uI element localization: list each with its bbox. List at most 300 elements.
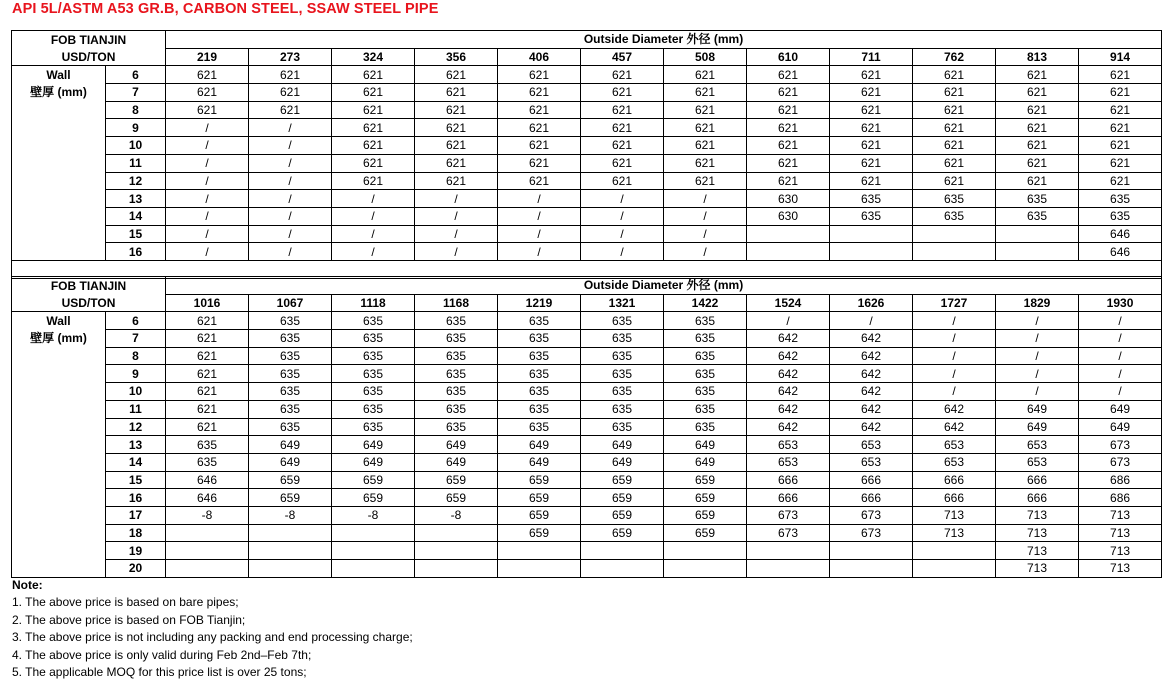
- price-cell: /: [415, 190, 498, 208]
- wall-label-cell: Wall: [12, 66, 106, 84]
- price-cell: 635: [830, 190, 913, 208]
- price-cell: /: [498, 243, 581, 261]
- price-cell: 642: [830, 418, 913, 436]
- price-cell: 635: [1079, 190, 1162, 208]
- price-cell: /: [913, 312, 996, 330]
- price-cell: 666: [747, 471, 830, 489]
- price-cell: /: [249, 119, 332, 137]
- wall-label-cell: 壁厚 (mm): [12, 84, 106, 102]
- price-cell: 635: [1079, 207, 1162, 225]
- price-cell: 621: [581, 119, 664, 137]
- price-cell: /: [996, 365, 1079, 383]
- price-cell: [332, 560, 415, 578]
- wall-thickness: 9: [106, 119, 166, 137]
- diameter-header: 356: [415, 48, 498, 66]
- price-cell: 649: [249, 453, 332, 471]
- price-cell: 659: [581, 471, 664, 489]
- price-cell: /: [498, 190, 581, 208]
- price-cell: 649: [664, 453, 747, 471]
- price-cell: /: [581, 243, 664, 261]
- table-row: [12, 84, 1162, 102]
- price-cell: 621: [498, 172, 581, 190]
- price-cell: 713: [1079, 542, 1162, 560]
- price-cell: [747, 560, 830, 578]
- price-cell: 646: [1079, 225, 1162, 243]
- price-cell: /: [166, 137, 249, 155]
- price-cell: 659: [664, 524, 747, 542]
- wall-label-cell: [12, 154, 106, 172]
- price-table-1: [11, 30, 1162, 279]
- fob-label: FOB TIANJIN: [12, 277, 166, 295]
- wall-label-cell: [12, 190, 106, 208]
- price-cell: /: [664, 243, 747, 261]
- price-cell: /: [996, 347, 1079, 365]
- price-cell: /: [166, 172, 249, 190]
- price-cell: 635: [332, 312, 415, 330]
- price-cell: 621: [830, 66, 913, 84]
- price-cell: 635: [664, 312, 747, 330]
- price-cell: 649: [332, 436, 415, 454]
- price-cell: /: [1079, 330, 1162, 348]
- table-row: [12, 154, 1162, 172]
- price-cell: 646: [166, 471, 249, 489]
- price-cell: 621: [1079, 154, 1162, 172]
- price-cell: 635: [581, 383, 664, 401]
- table-row: [12, 207, 1162, 225]
- price-cell: 653: [747, 453, 830, 471]
- price-cell: 621: [664, 101, 747, 119]
- table-row: [12, 436, 1162, 454]
- wall-label-cell: Wall: [12, 312, 106, 330]
- price-cell: 621: [1079, 172, 1162, 190]
- wall-thickness: 10: [106, 137, 166, 155]
- price-cell: [913, 243, 996, 261]
- price-cell: 642: [913, 418, 996, 436]
- table-row: [12, 524, 1162, 542]
- price-cell: 649: [996, 418, 1079, 436]
- price-cell: 659: [415, 489, 498, 507]
- price-cell: 713: [1079, 560, 1162, 578]
- notes-title: Note:: [12, 578, 43, 592]
- price-cell: 621: [415, 66, 498, 84]
- price-cell: [913, 542, 996, 560]
- price-cell: 635: [581, 312, 664, 330]
- price-cell: 621: [996, 172, 1079, 190]
- price-cell: 642: [747, 383, 830, 401]
- price-cell: [664, 560, 747, 578]
- price-cell: 635: [415, 418, 498, 436]
- price-cell: 649: [581, 436, 664, 454]
- price-cell: 659: [498, 524, 581, 542]
- price-cell: 653: [996, 453, 1079, 471]
- price-cell: /: [332, 207, 415, 225]
- price-cell: 635: [664, 347, 747, 365]
- price-cell: 659: [249, 471, 332, 489]
- price-cell: 649: [415, 453, 498, 471]
- price-cell: 621: [996, 119, 1079, 137]
- price-cell: 649: [332, 453, 415, 471]
- price-cell: 635: [664, 400, 747, 418]
- price-cell: 621: [498, 119, 581, 137]
- price-cell: 621: [1079, 84, 1162, 102]
- price-cell: 635: [415, 383, 498, 401]
- diameter-row: [12, 294, 1162, 312]
- price-cell: /: [747, 312, 830, 330]
- price-cell: 635: [498, 418, 581, 436]
- price-cell: 649: [581, 453, 664, 471]
- price-cell: /: [415, 243, 498, 261]
- price-cell: 635: [498, 365, 581, 383]
- price-cell: 666: [913, 471, 996, 489]
- price-cell: 621: [747, 172, 830, 190]
- wall-label-cell: [12, 560, 106, 578]
- outside-diameter-header: Outside Diameter 外径 (mm): [166, 31, 1162, 49]
- price-cell: 653: [913, 453, 996, 471]
- price-cell: /: [1079, 347, 1162, 365]
- price-cell: 621: [913, 119, 996, 137]
- price-cell: 649: [249, 436, 332, 454]
- table-row: [12, 225, 1162, 243]
- wall-label-cell: [12, 365, 106, 383]
- price-cell: 621: [996, 66, 1079, 84]
- price-cell: /: [996, 383, 1079, 401]
- price-cell: [830, 560, 913, 578]
- price-cell: /: [166, 154, 249, 172]
- price-cell: 635: [664, 330, 747, 348]
- diameter-header: 1067: [249, 294, 332, 312]
- diameter-header: 1321: [581, 294, 664, 312]
- price-cell: /: [830, 312, 913, 330]
- price-cell: 642: [747, 418, 830, 436]
- price-cell: 642: [747, 330, 830, 348]
- diameter-header: 324: [332, 48, 415, 66]
- diameter-header: 1118: [332, 294, 415, 312]
- price-cell: [415, 542, 498, 560]
- price-cell: 635: [332, 400, 415, 418]
- price-cell: /: [166, 190, 249, 208]
- price-cell: /: [664, 207, 747, 225]
- price-cell: /: [415, 207, 498, 225]
- price-cell: 621: [332, 101, 415, 119]
- price-cell: [166, 560, 249, 578]
- price-cell: /: [332, 225, 415, 243]
- price-cell: 666: [830, 471, 913, 489]
- price-cell: 621: [830, 101, 913, 119]
- wall-label-cell: [12, 137, 106, 155]
- price-cell: [747, 542, 830, 560]
- price-cell: /: [581, 190, 664, 208]
- price-cell: 635: [913, 207, 996, 225]
- price-cell: 666: [830, 489, 913, 507]
- price-cell: 635: [166, 436, 249, 454]
- price-cell: 659: [581, 489, 664, 507]
- price-cell: 621: [498, 84, 581, 102]
- price-cell: -8: [332, 506, 415, 524]
- wall-thickness: 19: [106, 542, 166, 560]
- price-cell: /: [498, 207, 581, 225]
- price-cell: /: [249, 190, 332, 208]
- price-cell: 621: [332, 66, 415, 84]
- price-cell: 621: [415, 101, 498, 119]
- price-cell: 635: [581, 365, 664, 383]
- price-cell: 635: [581, 347, 664, 365]
- price-cell: 621: [664, 137, 747, 155]
- table-row: [12, 400, 1162, 418]
- price-cell: 653: [747, 436, 830, 454]
- price-cell: 621: [1079, 101, 1162, 119]
- price-cell: 635: [664, 418, 747, 436]
- document-title: API 5L/ASTM A53 GR.B, CARBON STEEL, SSAW STEEL PIPE: [12, 1, 439, 17]
- price-cell: 642: [830, 365, 913, 383]
- diameter-header: 1219: [498, 294, 581, 312]
- table-row: [12, 453, 1162, 471]
- price-cell: 621: [332, 154, 415, 172]
- price-cell: 635: [249, 400, 332, 418]
- price-cell: 713: [1079, 524, 1162, 542]
- price-cell: 621: [581, 84, 664, 102]
- price-cell: 621: [830, 172, 913, 190]
- price-cell: [166, 524, 249, 542]
- wall-thickness: 10: [106, 383, 166, 401]
- price-cell: 635: [332, 330, 415, 348]
- diameter-header: 508: [664, 48, 747, 66]
- price-cell: 621: [830, 84, 913, 102]
- price-cell: 621: [1079, 119, 1162, 137]
- usd-ton-label: USD/TON: [12, 48, 166, 66]
- price-cell: 635: [415, 400, 498, 418]
- price-cell: 642: [830, 383, 913, 401]
- price-cell: 621: [747, 119, 830, 137]
- price-cell: 621: [415, 154, 498, 172]
- price-cell: [664, 542, 747, 560]
- price-cell: [249, 560, 332, 578]
- wall-thickness: 9: [106, 365, 166, 383]
- wall-label-cell: 壁厚 (mm): [12, 330, 106, 348]
- price-cell: 621: [581, 172, 664, 190]
- price-cell: 642: [830, 330, 913, 348]
- price-cell: 635: [996, 207, 1079, 225]
- diameter-header: 1422: [664, 294, 747, 312]
- price-cell: 621: [332, 172, 415, 190]
- price-cell: /: [581, 207, 664, 225]
- wall-thickness: 15: [106, 225, 166, 243]
- price-cell: [249, 524, 332, 542]
- table-row: [12, 383, 1162, 401]
- price-cell: [913, 225, 996, 243]
- diameter-header: 711: [830, 48, 913, 66]
- wall-thickness: 12: [106, 418, 166, 436]
- price-cell: /: [166, 225, 249, 243]
- price-cell: /: [166, 243, 249, 261]
- table-row: [12, 119, 1162, 137]
- price-cell: /: [332, 243, 415, 261]
- price-cell: 635: [664, 383, 747, 401]
- price-cell: 713: [996, 542, 1079, 560]
- price-cell: 635: [249, 312, 332, 330]
- price-cell: 635: [415, 365, 498, 383]
- price-cell: -8: [166, 506, 249, 524]
- price-cell: 659: [249, 489, 332, 507]
- table-row: [12, 312, 1162, 330]
- wall-thickness: 7: [106, 330, 166, 348]
- price-cell: [332, 524, 415, 542]
- wall-label-cell: [12, 524, 106, 542]
- price-cell: 686: [1079, 489, 1162, 507]
- price-cell: 621: [830, 137, 913, 155]
- note-item: 2. The above price is based on FOB Tianjin;: [12, 612, 246, 627]
- price-cell: 659: [581, 524, 664, 542]
- price-cell: 635: [332, 418, 415, 436]
- price-cell: 621: [581, 154, 664, 172]
- price-cell: 621: [166, 84, 249, 102]
- price-cell: 621: [996, 101, 1079, 119]
- price-cell: 635: [249, 383, 332, 401]
- price-cell: 635: [415, 312, 498, 330]
- price-cell: 621: [913, 172, 996, 190]
- price-cell: 713: [996, 506, 1079, 524]
- price-cell: /: [913, 347, 996, 365]
- price-cell: /: [1079, 383, 1162, 401]
- price-cell: [498, 542, 581, 560]
- price-cell: /: [249, 243, 332, 261]
- price-cell: /: [249, 207, 332, 225]
- price-cell: 649: [664, 436, 747, 454]
- price-cell: 621: [581, 137, 664, 155]
- price-cell: 659: [581, 506, 664, 524]
- price-cell: /: [664, 225, 747, 243]
- price-cell: 649: [415, 436, 498, 454]
- price-cell: 635: [581, 418, 664, 436]
- diameter-header: 457: [581, 48, 664, 66]
- table-row: [12, 66, 1162, 84]
- price-cell: 646: [166, 489, 249, 507]
- diameter-header: 1829: [996, 294, 1079, 312]
- price-cell: 635: [249, 347, 332, 365]
- price-cell: 621: [249, 66, 332, 84]
- wall-thickness: 18: [106, 524, 166, 542]
- wall-label-cell: [12, 400, 106, 418]
- price-cell: 673: [747, 506, 830, 524]
- price-cell: 673: [830, 524, 913, 542]
- header-row: [12, 31, 1162, 49]
- price-cell: [415, 560, 498, 578]
- price-cell: 621: [415, 137, 498, 155]
- price-cell: 621: [249, 84, 332, 102]
- price-cell: /: [664, 190, 747, 208]
- price-cell: 635: [332, 347, 415, 365]
- price-cell: 621: [166, 400, 249, 418]
- price-cell: [249, 542, 332, 560]
- price-cell: 713: [996, 524, 1079, 542]
- price-cell: 635: [249, 365, 332, 383]
- wall-thickness: 13: [106, 436, 166, 454]
- price-cell: [830, 243, 913, 261]
- price-cell: 666: [913, 489, 996, 507]
- price-cell: 666: [996, 489, 1079, 507]
- wall-label-cell: [12, 506, 106, 524]
- diameter-header: 610: [747, 48, 830, 66]
- price-cell: 621: [996, 84, 1079, 102]
- table-row: [12, 137, 1162, 155]
- price-cell: 635: [415, 347, 498, 365]
- price-cell: /: [996, 330, 1079, 348]
- diameter-row: [12, 48, 1162, 66]
- price-cell: 635: [332, 365, 415, 383]
- header-row: [12, 277, 1162, 295]
- price-cell: /: [249, 172, 332, 190]
- price-cell: 635: [249, 418, 332, 436]
- price-cell: 642: [747, 365, 830, 383]
- price-cell: 621: [332, 137, 415, 155]
- wall-thickness: 17: [106, 506, 166, 524]
- wall-label-cell: [12, 471, 106, 489]
- price-cell: 635: [996, 190, 1079, 208]
- price-cell: 621: [498, 137, 581, 155]
- price-cell: 642: [913, 400, 996, 418]
- price-cell: -8: [249, 506, 332, 524]
- wall-thickness: 14: [106, 207, 166, 225]
- price-cell: 635: [415, 330, 498, 348]
- price-cell: 621: [581, 66, 664, 84]
- table-row: [12, 172, 1162, 190]
- wall-thickness: 16: [106, 243, 166, 261]
- price-cell: 713: [996, 560, 1079, 578]
- wall-thickness: 11: [106, 400, 166, 418]
- price-cell: 621: [664, 84, 747, 102]
- price-cell: 621: [332, 84, 415, 102]
- price-cell: 621: [166, 383, 249, 401]
- price-cell: 649: [1079, 418, 1162, 436]
- price-cell: 659: [664, 489, 747, 507]
- price-cell: 621: [913, 84, 996, 102]
- price-cell: 621: [166, 365, 249, 383]
- price-cell: 621: [1079, 66, 1162, 84]
- wall-thickness: 7: [106, 84, 166, 102]
- price-cell: /: [332, 190, 415, 208]
- price-cell: 659: [498, 471, 581, 489]
- price-cell: 642: [747, 400, 830, 418]
- price-cell: 635: [332, 383, 415, 401]
- price-cell: 621: [913, 66, 996, 84]
- price-cell: /: [581, 225, 664, 243]
- note-item: 4. The above price is only valid during Feb 2nd–Feb 7th;: [12, 647, 312, 662]
- wall-thickness: 15: [106, 471, 166, 489]
- price-cell: 659: [664, 471, 747, 489]
- price-cell: 630: [747, 190, 830, 208]
- price-cell: 653: [830, 436, 913, 454]
- price-cell: 621: [415, 172, 498, 190]
- price-cell: 621: [747, 101, 830, 119]
- note-item: 1. The above price is based on bare pipes;: [12, 595, 239, 610]
- price-cell: 621: [166, 312, 249, 330]
- diameter-header: 406: [498, 48, 581, 66]
- price-cell: 673: [1079, 453, 1162, 471]
- price-cell: 621: [498, 66, 581, 84]
- wall-label-cell: [12, 101, 106, 119]
- price-cell: 646: [1079, 243, 1162, 261]
- price-cell: [581, 560, 664, 578]
- diameter-header: 1524: [747, 294, 830, 312]
- price-cell: 621: [830, 154, 913, 172]
- price-cell: /: [996, 312, 1079, 330]
- notes-section: [12, 577, 413, 681]
- note-item: 5. The applicable MOQ for this price list is over 25 tons;: [12, 665, 307, 680]
- diameter-header: 219: [166, 48, 249, 66]
- outside-diameter-header: Outside Diameter 外径 (mm): [166, 277, 1162, 295]
- price-cell: 621: [166, 347, 249, 365]
- price-cell: [996, 225, 1079, 243]
- wall-thickness: 14: [106, 453, 166, 471]
